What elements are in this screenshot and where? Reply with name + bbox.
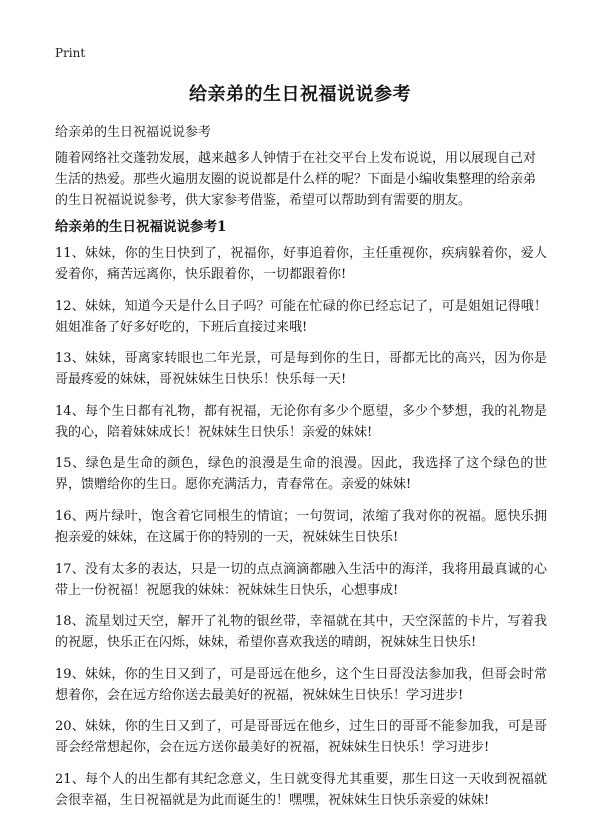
wish-list [55,243,547,822]
list-item: 16、两片绿叶，饱含着它同根生的情谊；一句贺词，浓缩了我对你的祝福。愿快乐拥抱亲爱的妹妹，在这属于你的特别的一天，祝妹妹生日快乐! [55,508,547,545]
list-item: 19、妹妹，你的生日又到了，可是哥远在他乡，这个生日哥没法参加我，但哥会时常想着你，会在远方给你送去最美好的祝福，祝妹妹生日快乐！学习进步! [55,666,547,703]
list-item: 18、流星划过天空，解开了礼物的银丝带，幸福就在其中，天空深蓝的卡片，写着我的祝愿，快乐正在闪烁，妹妹，希望你喜欢我送的晴朗，祝妹妹生日快乐! [55,614,547,651]
list-item: 12、妹妹，知道今天是什么日子吗？可能在忙碌的你已经忘记了，可是姐姐记得哦！姐姐准备了好多好吃的，下班后直接过来哦! [55,298,547,335]
list-item: 13、妹妹，哥离家转眼也二年光景，可是每到你的生日，哥都无比的高兴，因为你是哥最疼爱的妹妹，哥祝妹妹生日快乐！快乐每一天! [55,351,547,388]
page-title: 给亲弟的生日祝福说说参考 [189,84,411,105]
list-item: 15、绿色是生命的颜色，绿色的浪漫是生命的浪漫。因此，我选择了这个绿色的世界，馈赠给你的生日。愿你充满活力，青春常在。亲爱的妹妹! [55,456,547,493]
list-item: 17、没有太多的表达，只是一切的点点滴滴都融入生活中的海洋，我将用最真诚的心带上一份祝福！祝愿我的妹妹：祝妹妹生日快乐，心想事成! [55,561,547,598]
print-link[interactable]: Print [55,46,86,60]
list-item: 11、妹妹，你的生日快到了，祝福你，好事追着你，主任重视你，疾病躲着你，爱人爱着你，痛苦远离你，快乐跟着你，一切都跟着你! [55,246,547,282]
section-heading: 给亲弟的生日祝福说说参考1 [55,219,227,235]
list-item: 14、每个生日都有礼物，都有祝福，无论你有多少个愿望，多少个梦想，我的礼物是我的心，陪着妹妹成长！祝妹妹生日快乐！亲爱的妹妹! [55,403,547,440]
intro-paragraph: 随着网络社交蓬勃发展，越来越多人钟情于在社交平台上发布说说，用以展现自己对生活的热爱。那些火遍朋友圈的说说都是什么样的呢？下面是小编收集整理的给亲弟的生日祝福说说参考，供大家参考借鉴，希望可以帮助到有需要的朋友。 [55,151,537,208]
list-item: 20、妹妹，你的生日又到了，可是哥哥远在他乡，过生日的哥哥不能参加我，可是哥哥会经常想起你，会在远方送你最美好的祝福，祝妹妹生日快乐！学习进步! [55,719,547,756]
article-subtitle: 给亲弟的生日祝福说说参考 [55,125,212,140]
list-item: 21、每个人的出生都有其纪念意义，生日就变得尤其重要，那生日这一天收到祝福就会很幸福，生日祝福就是为此而诞生的！嘿嘿，祝妹妹生日快乐亲爱的妹妹! [55,771,547,808]
